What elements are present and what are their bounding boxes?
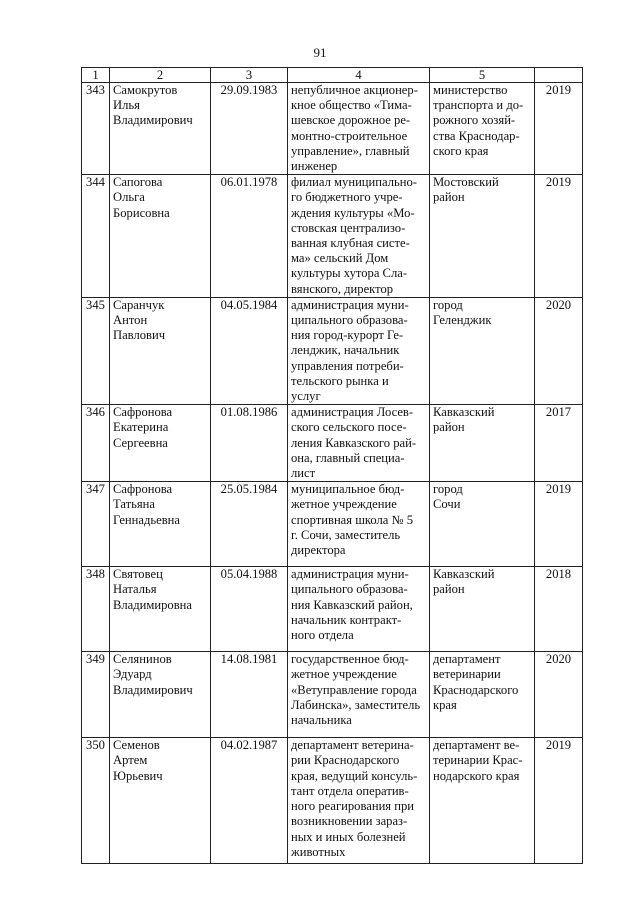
nominating-body-line: Кавказский xyxy=(433,567,495,582)
workplace-position-line: ципального образова- xyxy=(291,313,408,328)
birth-date: 04.05.1984 xyxy=(211,297,288,404)
full-name-line: Илья xyxy=(113,98,140,113)
nominating-body-line: теринарии Крас- xyxy=(433,753,523,768)
full-name-line: Геннадьевна xyxy=(113,512,180,527)
nominating-body-line: город xyxy=(433,482,463,497)
col-num-header: 1 xyxy=(82,68,110,83)
workplace-position-line: ждения культуры «Мо- xyxy=(291,205,415,220)
birth-date: 06.01.1978 xyxy=(211,175,288,298)
birth-date: 29.09.1983 xyxy=(211,83,288,175)
full-name xyxy=(110,405,211,482)
page-number: 91 xyxy=(313,45,327,60)
workplace-position-line: филиал муниципально- xyxy=(291,175,417,190)
full-name xyxy=(110,482,211,567)
nominating-body-line: Сочи xyxy=(433,497,461,512)
workplace-position-line: животных xyxy=(291,844,346,859)
table-row xyxy=(82,652,583,738)
nominating-body-line: район xyxy=(433,420,465,435)
workplace-position-line: ванная клубная систе- xyxy=(291,236,410,251)
nominating-body-line: город xyxy=(433,297,463,312)
workplace-position xyxy=(288,175,430,298)
full-name-line: Ольга xyxy=(113,190,145,205)
workplace-position-line: ления Кавказского рай- xyxy=(291,435,417,450)
workplace-position-line: ленджик, начальник xyxy=(291,343,400,358)
workplace-position-line: администрация муни- xyxy=(291,567,409,582)
workplace-position-line: г. Сочи, заместитель xyxy=(291,527,401,542)
birth-date: 01.08.1986 xyxy=(211,405,288,482)
col-year-header xyxy=(535,68,583,83)
workplace-position-line: тельского рынка и xyxy=(291,373,389,388)
workplace-position-line: стовская централизо- xyxy=(291,220,406,235)
workplace-position xyxy=(288,297,430,404)
table-row xyxy=(82,567,583,652)
nominating-body xyxy=(430,83,535,175)
full-name-line: Владимирович xyxy=(113,113,193,128)
workplace-position-line: вянского, директор xyxy=(291,281,394,296)
nominating-body-line: транспорта и до- xyxy=(433,98,524,113)
col-position-header: 4 xyxy=(288,68,430,83)
table-row xyxy=(82,175,583,298)
workplace-position-line: управление», главный xyxy=(291,143,410,158)
row-number: 345 xyxy=(82,297,110,404)
workplace-position-line: лист xyxy=(291,466,316,481)
workplace-position-line: края, ведущий консуль- xyxy=(291,768,418,783)
full-name-line: Екатерина xyxy=(113,420,169,435)
nominating-body xyxy=(430,738,535,864)
col-name-header: 2 xyxy=(110,68,211,83)
full-name-line: Владимировна xyxy=(113,597,192,612)
row-number: 344 xyxy=(82,175,110,298)
full-name-line: Селянинов xyxy=(113,652,172,667)
workplace-position-line: тант отдела оператив- xyxy=(291,783,409,798)
full-name-line: Артем xyxy=(113,753,148,768)
full-name-line: Саранчук xyxy=(113,297,165,312)
header-row xyxy=(82,68,583,83)
workplace-position-line: ных и иных болезней xyxy=(291,829,406,844)
full-name xyxy=(110,83,211,175)
nominating-body-line: район xyxy=(433,190,465,205)
table-row xyxy=(82,482,583,567)
nominating-body-line: края xyxy=(433,697,457,712)
col-body-header: 5 xyxy=(430,68,535,83)
nominating-body xyxy=(430,405,535,482)
inclusion-year: 2020 xyxy=(535,652,583,738)
workplace-position-line: монтно-строительное xyxy=(291,128,408,143)
full-name-line: Юрьевич xyxy=(113,768,163,783)
full-name-line: Борисовна xyxy=(113,205,170,220)
workplace-position-line: жетное учреждение xyxy=(291,497,397,512)
workplace-position-line: ского сельского посе- xyxy=(291,420,407,435)
workplace-position-line: жетное учреждение xyxy=(291,667,397,682)
workplace-position-line: она, главный специа- xyxy=(291,450,405,465)
workplace-position-line: начальник контракт- xyxy=(291,612,402,627)
inclusion-year: 2020 xyxy=(535,297,583,404)
full-name-line: Самокрутов xyxy=(113,83,178,97)
nominating-body xyxy=(430,567,535,652)
nominating-body-line: департамент xyxy=(433,652,501,667)
nominating-body xyxy=(430,482,535,567)
workplace-position-line: культуры хутора Сла- xyxy=(291,266,408,281)
workplace-position-line: «Ветуправление города xyxy=(291,682,417,697)
workplace-position-line: директора xyxy=(291,543,346,558)
nominating-body xyxy=(430,297,535,404)
inclusion-year: 2019 xyxy=(535,175,583,298)
full-name xyxy=(110,652,211,738)
full-name-line: Семенов xyxy=(113,738,160,753)
workplace-position xyxy=(288,482,430,567)
col-date-header: 3 xyxy=(211,68,288,83)
workplace-position-line: ния город-курорт Ге- xyxy=(291,328,404,343)
full-name xyxy=(110,738,211,864)
row-number: 347 xyxy=(82,482,110,567)
inclusion-year: 2018 xyxy=(535,567,583,652)
workplace-position-line: го бюджетного учре- xyxy=(291,190,403,205)
workplace-position-line: рии Краснодарского xyxy=(291,753,400,768)
inclusion-year: 2019 xyxy=(535,738,583,864)
nominating-body-line: рожного хозяй- xyxy=(433,113,516,128)
nominating-body-line: департамент ве- xyxy=(433,738,520,753)
nominating-body xyxy=(430,652,535,738)
full-name-line: Антон xyxy=(113,313,148,328)
full-name-line: Сергеевна xyxy=(113,435,168,450)
nominating-body-line: Геленджик xyxy=(433,313,492,328)
inclusion-year: 2017 xyxy=(535,405,583,482)
full-name-line: Эдуард xyxy=(113,667,152,682)
birth-date: 14.08.1981 xyxy=(211,652,288,738)
workplace-position-line: муниципальное бюд- xyxy=(291,482,405,497)
workplace-position-line: начальника xyxy=(291,713,352,728)
workplace-position-line: ма» сельский Дом xyxy=(291,251,389,266)
workplace-position xyxy=(288,83,430,175)
workplace-position-line: департамент ветерина- xyxy=(291,738,414,753)
birth-date: 25.05.1984 xyxy=(211,482,288,567)
workplace-position xyxy=(288,405,430,482)
full-name-line: Наталья xyxy=(113,582,157,597)
full-name xyxy=(110,567,211,652)
full-name-line: Сапогова xyxy=(113,175,163,190)
workplace-position-line: непубличное акционер- xyxy=(291,83,418,97)
workplace-position-line: управления потреби- xyxy=(291,358,404,373)
workplace-position-line: инженер xyxy=(291,159,338,174)
workplace-position-line: ного отдела xyxy=(291,628,354,643)
row-number: 346 xyxy=(82,405,110,482)
full-name-line: Татьяна xyxy=(113,497,156,512)
nominating-body xyxy=(430,175,535,298)
nominating-body-line: ства Краснодар- xyxy=(433,128,520,143)
workplace-position-line: администрация Лосев- xyxy=(291,405,414,420)
workplace-position xyxy=(288,652,430,738)
nominating-body-line: ветеринарии xyxy=(433,667,501,682)
full-name xyxy=(110,175,211,298)
nominating-body-line: район xyxy=(433,582,465,597)
workplace-position xyxy=(288,567,430,652)
workplace-position-line: возникновении зараз- xyxy=(291,814,408,829)
row-number: 343 xyxy=(82,83,110,175)
nominating-body-line: нодарского края xyxy=(433,768,520,783)
workplace-position-line: кное общество «Тима- xyxy=(291,98,412,113)
table-row xyxy=(82,297,583,404)
table-body xyxy=(82,83,583,864)
workplace-position-line: услуг xyxy=(291,389,321,404)
row-number: 348 xyxy=(82,567,110,652)
table-row xyxy=(82,83,583,175)
nominating-body-line: Краснодарского xyxy=(433,682,519,697)
nominating-body-line: Кавказский xyxy=(433,405,495,420)
workplace-position-line: ного реагирования при xyxy=(291,799,415,814)
table-row xyxy=(82,738,583,864)
table-header xyxy=(82,68,583,83)
inclusion-year: 2019 xyxy=(535,83,583,175)
nominating-body-line: министерство xyxy=(433,83,508,97)
table-row xyxy=(82,405,583,482)
workplace-position xyxy=(288,738,430,864)
inclusion-year: 2019 xyxy=(535,482,583,567)
row-number: 349 xyxy=(82,652,110,738)
workplace-position-line: администрация муни- xyxy=(291,297,409,312)
registry-table xyxy=(81,67,583,864)
workplace-position-line: шевское дорожное ре- xyxy=(291,113,411,128)
birth-date: 04.02.1987 xyxy=(211,738,288,864)
workplace-position-line: спортивная школа № 5 xyxy=(291,512,414,527)
full-name-line: Сафронова xyxy=(113,482,173,497)
full-name-line: Святовец xyxy=(113,567,163,582)
nominating-body-line: Мостовский xyxy=(433,175,499,190)
birth-date: 05.04.1988 xyxy=(211,567,288,652)
full-name-line: Павлович xyxy=(113,328,166,343)
workplace-position-line: Лабинска», заместитель xyxy=(291,697,421,712)
full-name xyxy=(110,297,211,404)
nominating-body-line: ского края xyxy=(433,143,489,158)
workplace-position-line: ципального образова- xyxy=(291,582,408,597)
workplace-position-line: государственное бюд- xyxy=(291,652,409,667)
full-name-line: Сафронова xyxy=(113,405,173,420)
workplace-position-line: ния Кавказский район, xyxy=(291,597,413,612)
full-name-line: Владимирович xyxy=(113,682,193,697)
row-number: 350 xyxy=(82,738,110,864)
